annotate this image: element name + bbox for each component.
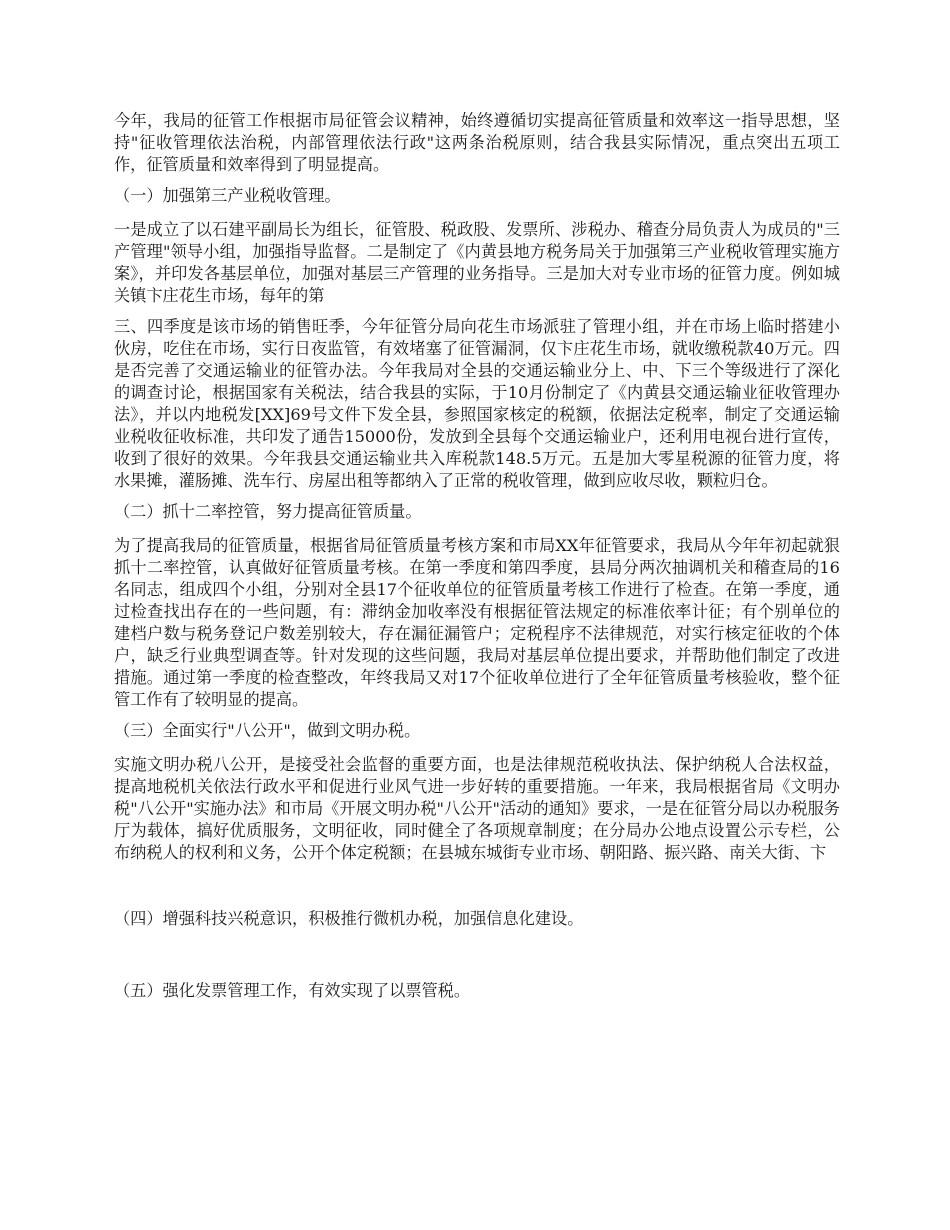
intro-paragraph: 今年，我局的征管工作根据市局征管会议精神，始终遵循切实提高征管质量和效率这一指导思想，坚持"征收管理依法治税，内部管理依法行政"这两条治税原则，结合我县实际情况，重点突出五项工作，征管质量和效率得到了明显提高。 — [114, 111, 840, 174]
section-heading-4: （四）增强科技兴税意识，积极推行微机办税，加强信息化建设。 — [114, 909, 584, 928]
section-1-paragraph-b: 三、四季度是该市场的销售旺季，今年征管分局向花生市场派驻了管理小组，并在市场上临时搭建小伙房，吃住在市场，实行日夜监管，有效堵塞了征管漏洞，仅卞庄花生市场，就收缴税款40万元。四是否完善了交通运输业的征管办法。今年我局对全县的交通运输业分上、中、下三个等级进行了深化的调查讨论，根据国家有关税法，结合我县的实际，于10月份制定了《内黄县交通运输业征收管理办法》，并以内地税发[XX]69号文件下发全县，参照国家核定的税额，依据法定税率，制定了交通运输业税收征收标准，共印发了通告15000份，发放到全县每个交通运输业户，还利用电视台进行宣传，收到了很好的效果。今年我县交通运输业共入库税款148.5万元。五是加大零星税源的征管力度，将水果摊，灌肠摊、洗车行、房屋出租等都纳入了正常的税收管理，做到应收尽收，颗粒归仓。 — [114, 317, 840, 490]
section-heading-1: （一）加强第三产业税收管理。 — [114, 186, 341, 205]
section-3-paragraph: 实施文明办税八公开，是接受社会监督的重要方面，也是法律规范税收执法、保护纳税人合法权益，提高地税机关依法行政水平和促进行业风气进一步好转的重要措施。一年来，我局根据省局《文明办税"八公开"实施办法》和市局《开展文明办税"八公开"活动的通知》要求，一是在征管分局以办税服务厅为载体，搞好优质服务，文明征收，同时健全了各项规章制度；在分局办公地点设置公示专栏，公布纳税人的权利和义务，公开个体定税额；在县城东城街专业市场、朝阳路、振兴路、南关大街、卞 — [114, 755, 840, 862]
section-1-paragraph-a: 一是成立了以石建平副局长为组长，征管股、税政股、发票所、涉税办、稽查分局负责人为成员的"三产管理"领导小组，加强指导监督。二是制定了《内黄县地方税务局关于加强第三产业税收管理实施方案》，并印发各基层单位，加强对基层三产管理的业务指导。三是加大对专业市场的征管力度。例如城关镇卞庄花生市场，每年的第 — [114, 220, 840, 305]
section-2-paragraph: 为了提高我局的征管质量，根据省局征管质量考核方案和市局XX年征管要求，我局从今年年初起就狠抓十二率控管，认真做好征管质量考核。在第一季度和第四季度，县局分两次抽调机关和稽查局的16名同志，组成四个小组，分别对全县17个征收单位的征管质量考核工作进行了检查。在第一季度，通过检查找出存在的一些问题，有：滞纳金加收率没有根据征管法规定的标准依率计征；有个别单位的建档户数与税务登记户数差别较大，存在漏征漏管户；定税程序不法律规范，对实行核定征收的个体户，缺乏行业典型调查等。针对发现的这些问题，我局对基层单位提出要求，并帮助他们制定了改进措施。通过第一季度的检查整改，年终我局又对17个征收单位进行了全年征管质量考核验收，整个征管工作有了较明显的提高。 — [114, 536, 840, 709]
document-body — [114, 110, 840, 1014]
section-heading-2: （二）抓十二率控管，努力提高征管质量。 — [114, 502, 422, 521]
section-heading-5: （五）强化发票管理工作，有效实现了以票管税。 — [114, 981, 471, 1000]
section-heading-3: （三）全面实行"八公开"，做到文明办税。 — [114, 721, 421, 740]
